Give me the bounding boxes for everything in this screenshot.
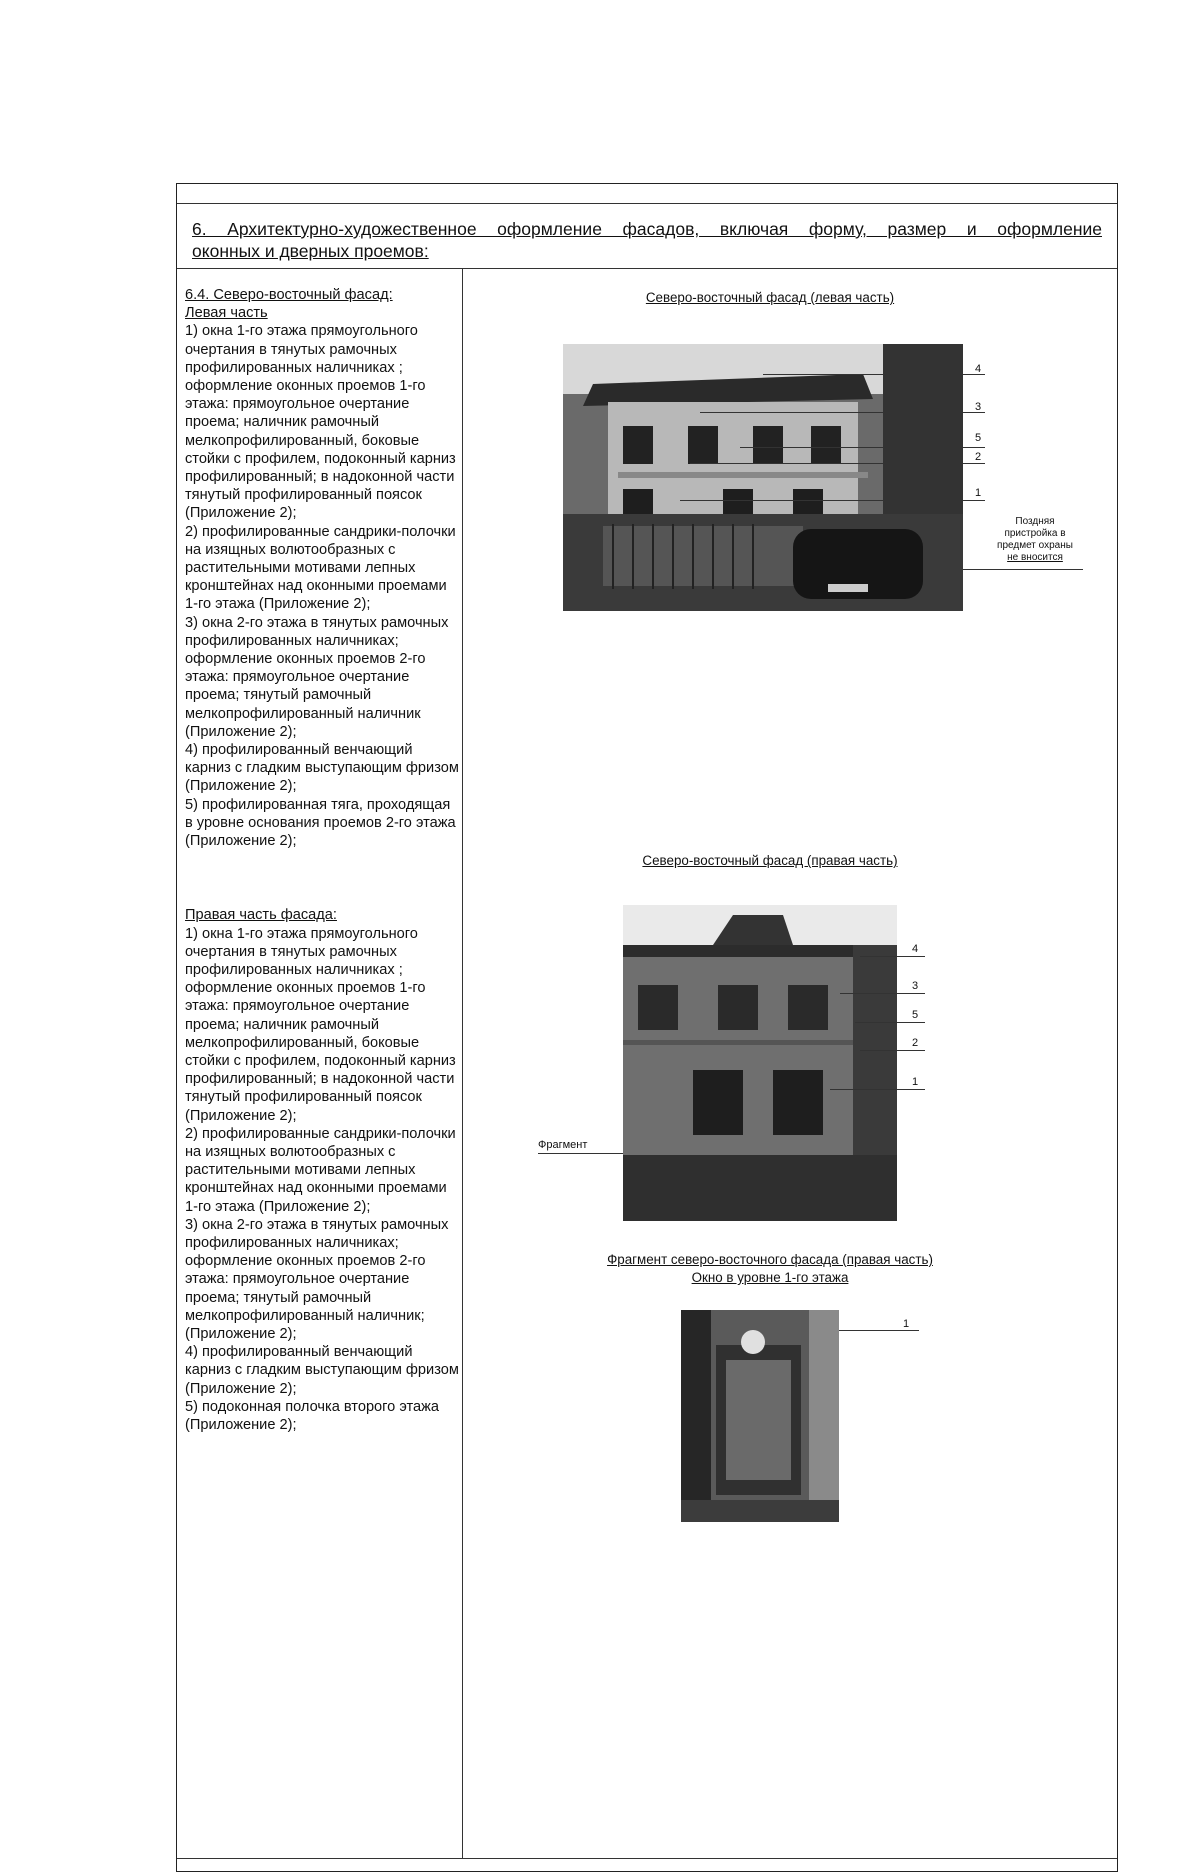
left-item: 4) профилированный венчающий карниз с гладким выступающим фризом (Приложение 2); [185, 742, 459, 795]
photo2-number-4: 4 [912, 943, 919, 955]
photo1-leader-5 [740, 447, 985, 448]
photo1-number-3: 3 [975, 401, 982, 413]
photo2-leader-1 [830, 1089, 925, 1090]
left-item: 3) окна 2-го этажа в тянутых рамочных профилированных наличниках; оформление оконных проемов 2-го этажа: прямоугольное очертание проема; тянутый рамочный мелкопрофилированный наличник (Приложение 2); [185, 614, 449, 740]
table-top-double-line [177, 203, 1117, 204]
photo1-number-2: 2 [975, 451, 982, 463]
photo3-caption: Фрагмент северо-восточного фасада (правая часть) Окно в уровне 1-го этажа [607, 1252, 933, 1285]
photo-facade-left-part [563, 344, 963, 611]
left-item: 5) профилированная тяга, проходящая в уровне основания проемов 2-го этажа (Приложение 2); [185, 796, 456, 850]
photo-window-fragment [681, 1310, 839, 1522]
photo1-leader-1 [680, 500, 985, 501]
photo1-annex-note: Поздняя пристройка в предмет охраны не вносится [997, 516, 1073, 563]
photo2-number-1: 1 [912, 1076, 919, 1088]
right-item: 3) окна 2-го этажа в тянутых рамочных профилированных наличниках; оформление оконных проемов 2-го этажа: прямоугольное очертание проема; тянутый рамочный мелкопрофилированный наличник; (Приложение 2); [185, 1216, 449, 1342]
photo1-number-4: 4 [975, 363, 982, 375]
photo2-number-3: 3 [912, 980, 919, 992]
photo2-caption: Северо-восточный фасад (правая часть) [642, 853, 898, 868]
photo1-number-5: 5 [975, 432, 982, 444]
photo-facade-right-part [623, 905, 897, 1221]
photo2-leader-3 [840, 993, 925, 994]
photo1-number-1: 1 [975, 487, 982, 499]
photo1-caption: Северо-восточный фасад (левая часть) [645, 290, 895, 305]
photo2-leader-2 [860, 1050, 925, 1051]
left-item: 2) профилированные сандрики-полочки на изящных волютообразных с растительными мотивами лепных кронштейнах над оконными проемами 1-го этажа (Приложение 2); [185, 523, 456, 613]
heading-bottom-line [177, 268, 1117, 269]
facade-title: 6.4. Северо-восточный фасад: [185, 287, 393, 303]
right-item: 5) подоконная полочка второго этажа (Приложение 2); [185, 1398, 439, 1433]
right-item: 1) окна 1-го этажа прямоугольного очертания в тянутых рамочных профилированных наличниках ; оформление оконных проемов 1-го этажа: прямоугольное очертание проема; наличник рамочный мелкопрофилированный, боковые стойки с профилем, подоконный карниз профилированный; в надоконной части тянутый профилированный поясок (Приложение 2); [185, 925, 456, 1124]
photo1-annex-leader [963, 569, 1083, 570]
left-part-label: Левая часть [185, 305, 268, 322]
photo1-leader-2 [690, 463, 985, 464]
photo1-leader-4 [763, 374, 985, 375]
right-item: 4) профилированный венчающий карниз с гладким выступающим фризом (Приложение 2); [185, 1344, 459, 1397]
photo2-fragment-label: Фрагмент [538, 1139, 588, 1151]
column-divider [462, 268, 463, 1859]
photo2-number-5: 5 [912, 1009, 919, 1021]
photo2-fragment-leader [538, 1153, 623, 1154]
photo3-number-1: 1 [903, 1318, 910, 1330]
right-part-label: Правая часть фасада: [185, 907, 337, 924]
left-item: 1) окна 1-го этажа прямоугольного очертания в тянутых рамочных профилированных наличниках ; оформление оконных проемов 1-го этажа: прямоугольное очертание проема; наличник рамочный мелкопрофилированный, боковые стойки с профилем, подоконный карниз профилированный; в надоконной части тянутый профилированный поясок (Приложение 2); [185, 323, 456, 522]
section-heading: 6. Архитектурно-художественное оформление фасадов, включая форму, размер и оформление [192, 219, 1102, 239]
photo3-leader-1 [839, 1330, 919, 1331]
photo2-leader-5 [855, 1022, 925, 1023]
section-heading-cont: оконных и дверных проемов: [192, 241, 429, 261]
left-column [185, 286, 461, 1434]
table-bottom-double-line [177, 1858, 1117, 1859]
photo2-leader-4 [860, 956, 925, 957]
right-item: 2) профилированные сандрики-полочки на изящных волютообразных с растительными мотивами лепных кронштейнах над оконными проемами 1-го этажа (Приложение 2); [185, 1125, 456, 1215]
photo1-leader-3 [700, 412, 985, 413]
photo2-number-2: 2 [912, 1037, 919, 1049]
